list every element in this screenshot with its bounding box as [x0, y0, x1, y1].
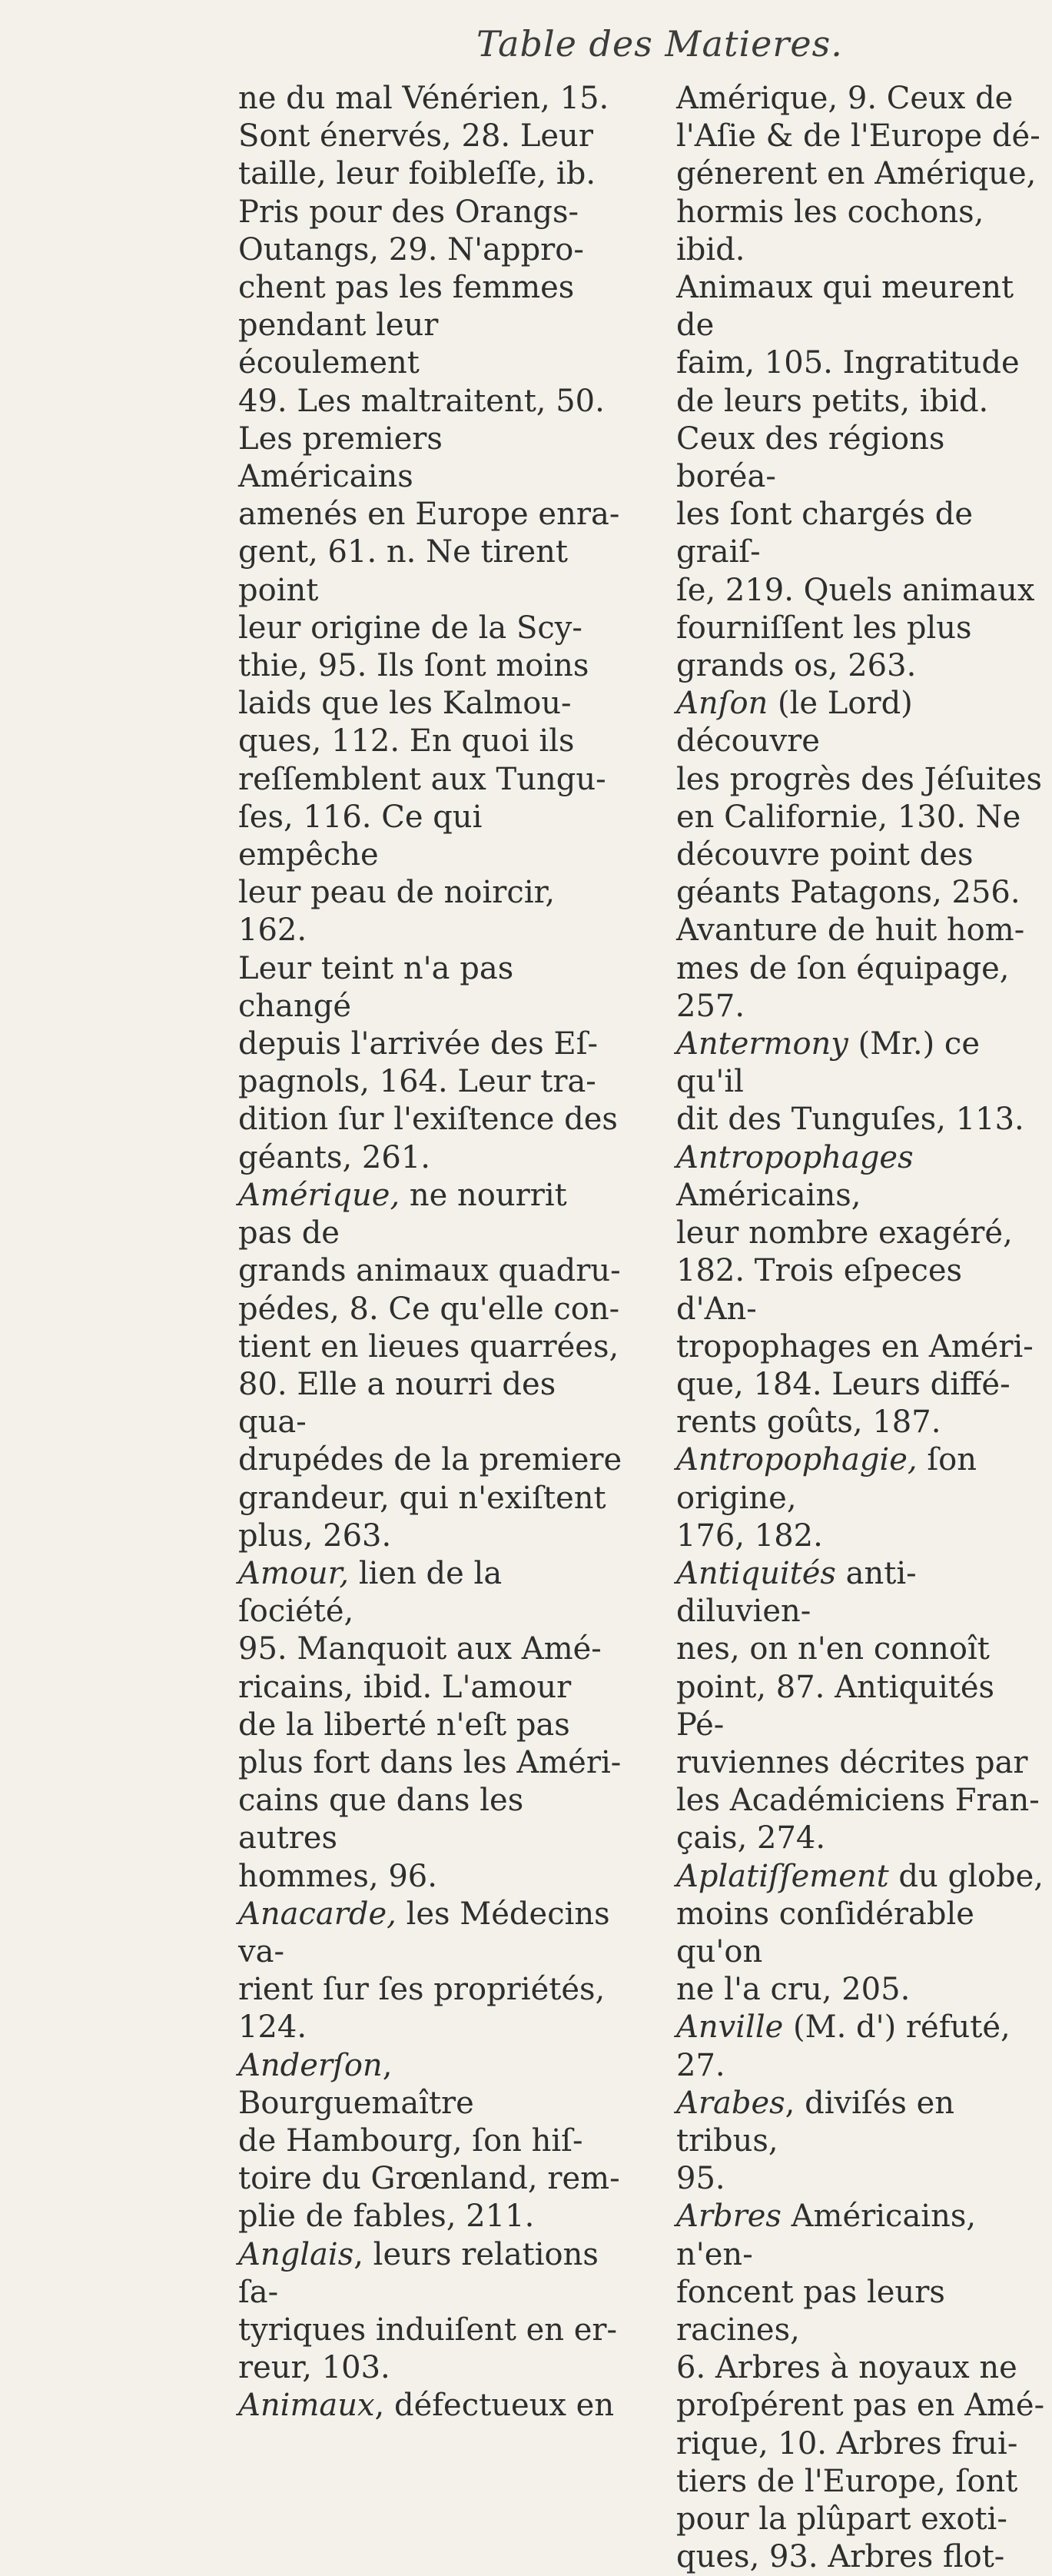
index-entry [676, 2085, 1049, 2199]
entry-text: ne du mal Vénérien, 15. Sont énervés, 28. Leur taille, leur foibleſſe, ib. Pris pour des Orangs- Outangs, 29. N'appro- chent pas les femmes pendant leur écoulement 49. Les maltraitent, 50. Les premiers Américains amenés en Europe enra- gent, 61. n. Ne tirent point leur origine de la Scy- thie, 95. Ils ſont moins laids que les Kalmou- ques, 112. En quoi ils reſſemblent aux Tungu- ſes, 116. Ce qui empêche leur peau de noircir, 162. Leur teint n'a pas changé depuis l'arrivée des Eſ- pagnols, 164. Leur tra- dition ſur l'exiſtence des géants, 261. [238, 81, 620, 1175]
entry-head: Antermony [676, 1026, 848, 1062]
entry-head: Anville [676, 2009, 784, 2046]
entry-text: (Mr.) ce qu'il dit des Tunguſes, 113. [676, 1026, 1024, 1138]
entry-text: ne nourrit pas de grands animaux quadru- pédes, 8. Ce qu'elle con- tient en lieues quarrées, 80. Elle a nourri des qua- drupédes de la premiere grandeur, qui n'exiſtent plus, 263. [238, 1177, 622, 1554]
entry-text: ſon origine, 176, 182. [676, 1442, 977, 1554]
index-entry [238, 2387, 622, 2425]
running-head: Table des Matieres. [476, 23, 843, 65]
entry-text: anti-diluvien- nes, on n'en connoît point, 87. Antiquités Pé- ruviennes décrites par les Académiciens Fran- çais, 274. [676, 1555, 1040, 1856]
entry-head: Amérique, [238, 1177, 400, 1213]
left-column [238, 80, 622, 2425]
index-entry [676, 2009, 1049, 2084]
index-entry [238, 1896, 622, 2047]
entry-text: du globe, moins conſidérable qu'on ne l'a cru, 205. [676, 1858, 1044, 2008]
entry-head: Antropophages [676, 1139, 914, 1175]
entry-head: Anglais [238, 2236, 354, 2272]
index-entry [676, 1139, 1049, 1442]
index-entry [238, 2236, 622, 2388]
index-entry [238, 80, 622, 1177]
right-column [676, 80, 1049, 2576]
entry-head: Anderſon [238, 2047, 383, 2083]
entry-head: Arabes [676, 2085, 785, 2121]
entry-head: Amour, [238, 1555, 350, 1591]
entry-text: , défectueux en [374, 2388, 615, 2424]
index-entry [676, 1441, 1049, 1555]
index-entry [676, 2198, 1049, 2576]
entry-text: , leurs relations ſa- tyriques induiſent en er- reur, 103. [238, 2236, 618, 2386]
entry-text: Amérique, 9. Ceux de l'Aſie & de l'Europe dé- génerent en Amérique, hormis les cochons, ibid. Animaux qui meurent de faim, 105. Ingratitude de leurs petits, ibid. Ceux des régions boréa- les ſont chargés de graiſ- ſe, 219. Quels animaux fourniſſent les plus grands os, 263. [676, 81, 1040, 684]
entry-head: Animaux [238, 2388, 375, 2424]
entry-head: Antropophagie, [676, 1442, 918, 1478]
index-entry [676, 1555, 1049, 1858]
entry-text: , Bourguemaître de Hambourg, ſon hiſ- toire du Grœnland, rem- plie de fables, 211. [238, 2047, 620, 2235]
entry-head: Aplatiſſement [676, 1858, 889, 1894]
entry-text: (le Lord) découvre les progrès des Jéſuites en Californie, 130. Ne découvre point des géants Patagons, 256. Avanture de huit hom- mes de ſon équipage, 257. [676, 686, 1043, 1024]
entry-text: lien de la ſociété, 95. Manquoit aux Amé- ricains, ibid. L'amour de la liberté n'eſt pas plus fort dans les Améri- cains que dans les autres hommes, 96. [238, 1555, 622, 1894]
entry-text: , diviſés en tribus, 95. [676, 2085, 955, 2197]
entry-text: Américains, n'en- foncent pas leurs racines, 6. Arbres à noyaux ne proſpérent pas en Amé- rique, 10. Arbres frui- tiers de l'Europe, ſont pour la plûpart exoti- ques, 93. Arbres flot- [676, 2199, 1045, 2575]
index-entry [676, 685, 1049, 1025]
entry-text: (M. d') réfuté, 27. [676, 2009, 1011, 2083]
entry-head: Anacarde, [238, 1896, 397, 1932]
index-entry [676, 1025, 1049, 1139]
entry-head: Antiquités [676, 1555, 836, 1591]
entry-head: Anſon [676, 686, 768, 722]
entry-head: Arbres [676, 2199, 782, 2235]
index-entry [238, 1177, 622, 1555]
index-entry [238, 1555, 622, 1896]
index-entry [238, 2047, 622, 2236]
entry-text: les Médecins va- rient ſur ſes propriétés, 124. [238, 1896, 610, 2046]
index-entry [676, 80, 1049, 685]
index-entry [676, 1858, 1049, 2009]
entry-text: Américains, leur nombre exagéré, 182. Trois eſpeces d'An- tropophages en Améri- que, 184. Leurs diffé- rents goûts, 187. [676, 1177, 1034, 1441]
